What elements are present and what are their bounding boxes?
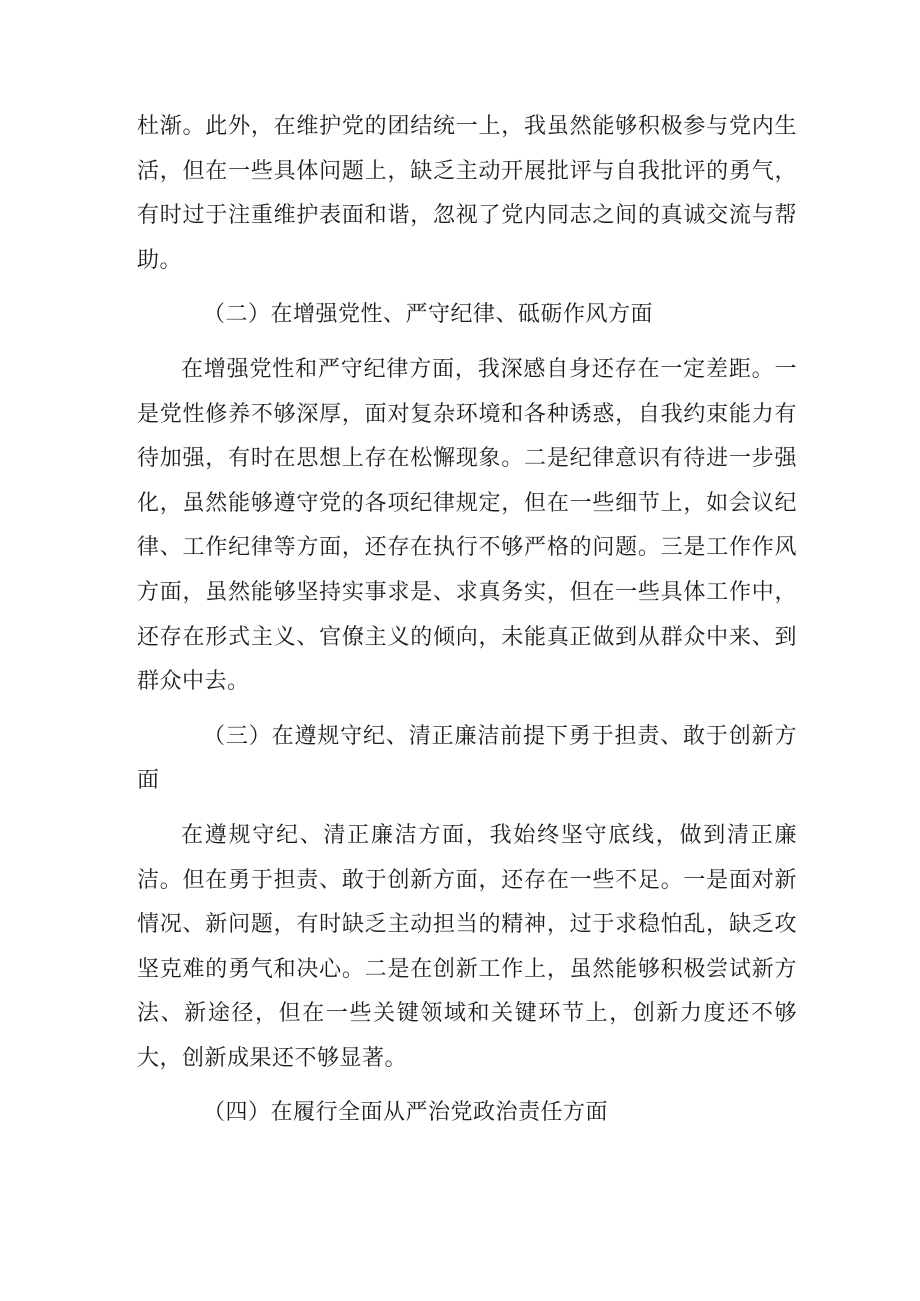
document-body — [137, 105, 797, 1146]
paragraph-section-3: 在遵规守纪、清正廉洁方面，我始终坚守底线，做到清正廉洁。但在勇于担责、敢于创新方面，还存在一些不足。一是面对新情况、新问题，有时缺乏主动担当的精神，过于求稳怕乱，缺乏攻坚克难的勇气和决心。二是在创新工作上，虽然能够积极尝试新方法、新途径，但在一些关键领域和关键环节上，创新力度还不够大，创新成果还不够显著。 — [137, 822, 797, 1071]
section-heading-4: （四）在履行全面从严治党政治责任方面 — [203, 1100, 609, 1126]
section-heading-2: （二）在增强党性、严守纪律、砥砺作风方面 — [203, 302, 654, 328]
section-heading-3: （三）在遵规守纪、清正廉洁前提下勇于担责、敢于创新方面 — [137, 723, 797, 794]
paragraph-continued: 杜渐。此外，在维护党的团结统一上，我虽然能够积极参与党内生活，但在一些具体问题上，缺乏主动开展批评与自我批评的勇气，有时过于注重维护表面和谐，忽视了党内同志之间的真诚交流与帮助。 — [137, 114, 797, 273]
paragraph-section-2: 在增强党性和严守纪律方面，我深感自身还存在一定差距。一是党性修养不够深厚，面对复杂环境和各种诱惑，自我约束能力有待加强，有时在思想上存在松懈现象。二是纪律意识有待进一步强化，虽然能够遵守党的各项纪律规定，但在一些细节上，如会议纪律、工作纪律等方面，还存在执行不够严格的问题。三是工作作风方面，虽然能够坚持实事求是、求真务实，但在一些具体工作中，还存在形式主义、官僚主义的倾向，未能真正做到从群众中来、到群众中去。 — [137, 356, 797, 695]
